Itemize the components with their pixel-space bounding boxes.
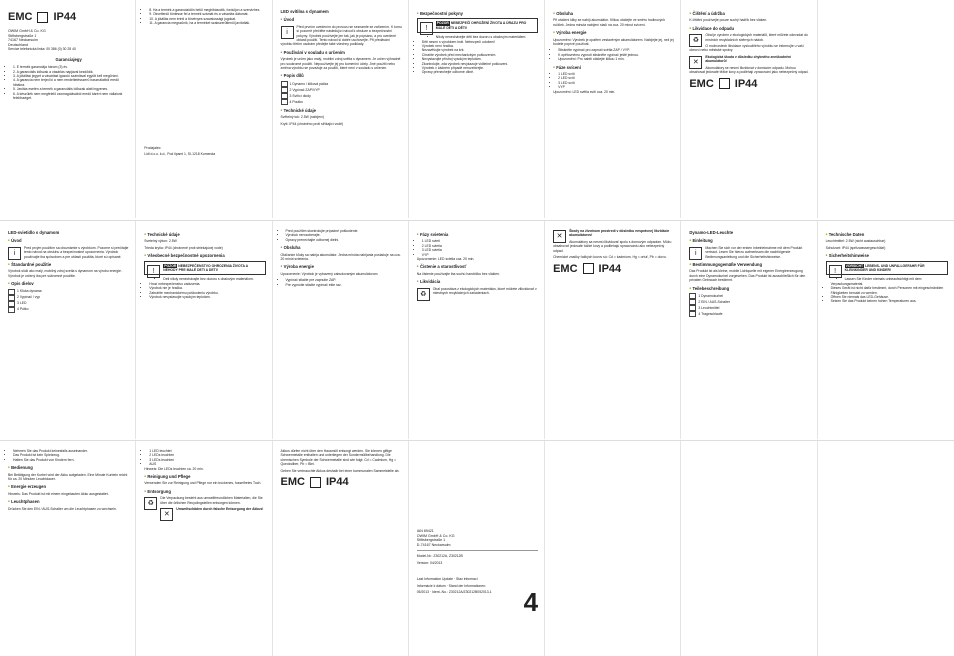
heading-energy: • Výroba energie bbox=[553, 30, 587, 37]
row-2 bbox=[0, 220, 954, 439]
bin-crossed-icon: ✕ bbox=[689, 56, 702, 69]
book-icon: i bbox=[8, 247, 21, 260]
heading-purpose: • Používání v souladu s určením bbox=[280, 49, 345, 56]
warning-box: ! POZOR NEBEZPEČÍ OHROŽENÍ ŽIVOTA A ÚRAZU PRO MALÉ DĚTI A DĚTI! bbox=[417, 18, 538, 33]
panel-cz-operation: • Obsluha Při otáčení kliky se nabíjí akumulátor. Klikou otáčejte ve směru hodinových ručiček. Jedna minuta nabíjení stačí na cca. 20 minut svícení. • Výroba energie Upozornění: Výrobek je opatřen vestavěným akumulátorem. Nabíjejte jej, než jej budete poprvé používat. • Stiskněte vypínač pro zapnutí světla ZAP / VYP. • K opětovnému vypnutí stiskněte vypínač ještě jednou. • Upozornění: Pro nabití otáčejte klikou 1 min. • Fáze svícení • 1 LED svítí • 2 LED svítí • 3 LED svítí • VYP Upozornění: LED světla svítí cca. 20 min. bbox=[545, 0, 681, 218]
emc-ip-mark-2: EMC IP44 bbox=[689, 77, 758, 90]
heading-care: • Čištění a údržba bbox=[689, 11, 725, 17]
ce-mark-icon bbox=[583, 263, 594, 274]
ce-mark-icon bbox=[310, 477, 321, 488]
recycle-icon: ♻ bbox=[689, 34, 702, 47]
panel-cz-care: • Čištění a údržba K čištění používejte pouze suchý hadřík bez vláken. • Likvidace do odpadu ♻ Obal je vyroben z ekologických materiálů, které můžete odevzdat do místních recyklačních sběrných nádob. O možnostech likvidace vysloužilého výrobku se informujte u vaší obecní nebo městské správy. ✕ Ekologická škoda v důsledku chybného zneškodnění akumulátorů! Akumulátory se nesmí likvidovat v domácím odpadu. Mohou obsahovat jedovaté těžké kovy a podléhají zpracování jako nebezpečný odpad. EMC IP44 bbox=[681, 0, 817, 218]
panel-blank-3 bbox=[681, 441, 817, 656]
ce-mark-icon bbox=[37, 12, 48, 23]
warranty-list-2: • 8. Ha a termék a garanciaidőn belül meghibásodik, forduljon a szervizhez. • 9. Okvetlenül tüntesse fel a termék számát és a vásárlás dátumát. • 10. A jótállás nem érinti a törvényes szavatossági jogokat. • 11. A garancia megszűnik, ha a terméket szakszerűtlenül javították. bbox=[144, 8, 265, 26]
panel-de-battery: Akkus dürfen nicht über den Hausmüll entsorgt werden. Sie können giftige Schwermetalle enthalten und unterliegen der Sondermüllbehandlung. Die chemischen Symbole der Schwermetalle sind wie folgt: Cd = Cadmium, Hg = Quecksilber, Pb = Blei. Geben Sie verbrauchte Akkus deshalb bei einer kommunalen Sammelstelle ab. EMC IP44 bbox=[273, 441, 409, 656]
panel-de-intro: Dynamo-LED-Leuchte • Einleitung i Machen Sie sich vor der ersten Inbetriebnahme mit dem Produkt vertraut. Lesen Sie hierzu aufmerksam die nachfolgende Bedienungsanleitung und die Sicherheitshinweise. • Bestimmungsgemäße Verwendung Das Produkt ist als kleine, mobile Lichtquelle mit eigener Energieerzeugung durch eine Dynamokurbel vorgesehen. Das Produkt ist ausschließlich für den privaten Gebrauch bestimmt. • Teilebeschreibung 1 Dynamokurbel 2 EIN / AUS-Schalter 3 Leuchtmittel 4 Trageschlaufe bbox=[681, 221, 817, 439]
book-icon: i bbox=[689, 247, 702, 260]
panel-de-safety: • Technische Daten Leuchtmittel: 2.5W (nicht austauschbar) Schutzart: IP44 (spritzwassergeschützt) • Sicherheitshinweise ! VORSICHT LEBENS- UND UNFALLGEFAHR FÜR KLEINKINDER UND KINDER! • Lassen Sie Kinder niemals unbeaufsichtigt mit dem Verpackungsmaterial. • Dieses Gerät ist nicht dafür bestimmt, durch Personen mit eingeschränkten Fähigkeiten benutzt zu werden. • Öffnen Sie niemals das LED-Gehäuse. • Setzen Sie das Produkt keinen hohen Temperaturen aus. bbox=[818, 221, 954, 439]
row-3 bbox=[0, 440, 954, 656]
bin-crossed-icon: ✕ bbox=[553, 230, 566, 243]
address: OWIM GmbH & Co. KG Stiftsbergstraße 1 74167 Neckarsulm Deutschland bbox=[8, 29, 46, 47]
panel-cz-intro: LED svítilna s dynamem • Úvod i Před prvním uvedením do provozu se seznamte se zařízením. K tomu si pozorně přečtěte následující návod k obsluze a bezpečnostní pokyny. Výrobek používejte jen tak, jak je popsáno, a pro uvedené oblasti použití. Tento návod si dobře uschovejte. Při předávání výrobku třetím osobám předejte také všechny podklady. • Používání v souladu s určením Výrobek je určen jako malý, mobilní zdroj světla s dynamem. Je určen výhradně pro soukromé použití. Nepoužívejte jej pro komerční účely. Jiné použití nebo změna výrobku se považuje za použití, které není v souladu s určením. • Popis dílů 1 Dynamo / kliková páčka 2 Vypínač ZAP/VYP 3 Svítící diody 4 Poutko • Technické údaje Světelný tok: 2.5W (nabíjení) Krytí: IP44 (chráněno proti stříkající vodě) bbox=[273, 0, 409, 218]
panel-blank-4 bbox=[818, 441, 954, 656]
panel-sk-op: • Pred použitím skontrolujte prípadné poškodenie. • Výrobok nerozoberajte. • Opravy prenechajte odbornej dielni. • Obsluha Otáčaním kľuky sa nabíja akumulátor. Jedna minúta nabíjania postačuje na cca. 20 minút svietenia. • Výroba energie Upozornenie: Výrobok je vybavený zabudovaným akumulátorom. • Vypínač stlačte pre zapnutie ZAP. • Pre vypnutie stlačte vypínač ešte raz. bbox=[273, 221, 409, 439]
emc-ip-mark: EMC IP44 bbox=[8, 11, 77, 24]
imprint-address: IAN 89421 OWIM GmbH & Co. KG Stiftsbergstraße 1 D-74167 Neckarsulm bbox=[416, 529, 455, 547]
emc-ip-mark-4: EMC IP44 bbox=[280, 476, 349, 489]
heading-intro: • Úvod bbox=[280, 17, 295, 24]
warning-triangle-icon: ! bbox=[829, 265, 842, 278]
heading-operation: • Obsluha bbox=[553, 11, 573, 17]
panel-sk-safety: • Technické údaje Svetelný výkon: 2.5W Trieda krytia: IP44 (chránené proti striekajúcej vode) • Všeobecné bezpečnostné upozornenia ! POZOR NEBEZPEČENSTVO OHROZENIA ŽIVOTA A NEHODY PRE MALÉ DETI A DETI! • Deti nikdy nenechávajte bez dozoru s obalovým materiálom. • Hrozí nebezpečenstvo zadusenia. • Výrobok nie je hračka. • Zabráňte mechanickému poškodeniu výrobku. • Výrobok nevystavujte vysokým teplotám. bbox=[136, 221, 272, 439]
panel-warranty-addr bbox=[0, 0, 136, 218]
recycle-icon: ♻ bbox=[144, 497, 157, 510]
part-4-icon bbox=[8, 307, 15, 313]
heading-phases: • Fáze svícení bbox=[553, 64, 581, 71]
panel-imprint: IAN 89421 OWIM GmbH & Co. KG Stiftsbergstraße 1 D-74167 Neckarsulm Model-Nr.: Z30212A, Z30212B Version: 04/2013 Last Information Update · Stav informací Informácie k dátum · Stand der Informationen: 05/2013 · Ident.-No.: Z30212A/Z30212B052013-1 4 bbox=[409, 441, 545, 656]
warranty-title: Garanciajegy bbox=[55, 56, 82, 62]
book-icon: i bbox=[281, 26, 294, 39]
warranty-list: • 1. E termék garanciája három (3) év. • 2. A garanciális időszak a vásárlás napjával kezdődik. • 3. A jótállási jegyet a vásárlást igazoló számlával együtt kell megőrizni. • 4. A garancia nem terjed ki a nem rendeltetésszerű használatból eredő hibákra. • 5. Javítás esetén a termék a garanciális időszak alatt ingyenes. • 6. A készülék nem megfelelő csomagolásából eredő kárért nem vállalunk felelősséget. bbox=[8, 65, 129, 100]
safety-list: • Nikdy nenechávejte děti bez dozoru s obalovým materiálem. • Děti nesmí s výrobkem hrát. Nebezpečí udušení! • Výrobek není hračka. • Nezavěšujte výrobek na krk. • Chraňte výrobek před mechanickým poškozením. • Nevystavujte přístroj vysokým teplotám. • Zkontrolujte, zda výrobek nevykazuje viditelné poškození. • Výrobek v žádném případě nerozebírejte. • Opravy přenechejte odborné dílně. bbox=[417, 35, 538, 75]
warning-triangle-icon: ! bbox=[420, 22, 433, 35]
row-1 bbox=[0, 0, 954, 218]
heading-disposal: • Likvidace do odpadu bbox=[689, 25, 735, 32]
page-number: 4 bbox=[523, 587, 539, 618]
panel-blank-1 bbox=[818, 0, 954, 218]
part-4-icon bbox=[689, 311, 696, 317]
panel-de-care: • 1 LED leuchtet • 2 LEDs leuchten • 3 LEDs leuchten • AUS Hinweis: Die LEDs leuchten ca. 20 min. • Reinigung und Pflege Verwenden Sie zur Reinigung und Pflege nur ein trockenes, fusselfreies Tuch. • Entsorgung ♻ Die Verpackung besteht aus umweltfreundlichen Materialien, die Sie über die örtlichen Recyclingstellen entsorgen können. ✕ Umweltschäden durch falsche Entsorgung der Akkus! bbox=[136, 441, 272, 656]
ce-mark-icon bbox=[719, 78, 730, 89]
panel-de-op: • Nehmen Sie das Produkt keinesfalls auseinander. • Das Produkt ist kein Spielzeug. • Halten Sie das Produkt von Kindern fern. • Bedienung Bei Betätigung der Kurbel wird der Akku aufgeladen. Eine Minute Kurbeln reicht für ca. 20 Minuten Leuchtdauer. • Energie erzeugen Hinweis: Das Produkt ist mit einem eingebauten Akku ausgestattet. • Leuchtphasen Drücken Sie den EIN / AUS-Schalter um die Leuchtphasen zu wechseln. bbox=[0, 441, 136, 656]
recycle-icon: ♻ bbox=[417, 288, 430, 301]
parts-list: 1 Dynamo / kliková páčka 2 Vypínač ZAP/VYP 3 Svítící diody 4 Poutko bbox=[281, 81, 402, 105]
part-4-icon bbox=[281, 99, 288, 105]
emc-ip-mark-3: EMC IP44 bbox=[553, 262, 622, 275]
hotline: Service telefonická linka: 00 386 (0) 30 28 40 bbox=[8, 47, 76, 52]
bin-crossed-icon: ✕ bbox=[160, 508, 173, 521]
heading-safety: • Bezpečnostní pokyny bbox=[416, 11, 463, 17]
panel-cz-safety bbox=[409, 0, 545, 218]
panel-sk-care: • Fázy svietenia • 1 LED svieti • 2 LED svietia • 3 LED svietia • VYP Upozornenie: LED svietia cca. 20 min. • Čistenie a starostlivosť Na čistenie používajte iba suchú handričku bez vlákien. • Likvidácia ♻ Obal pozostáva z ekologických materiálov, ktoré môžete zlikvidovať v miestnych recyklačných zariadeniach. bbox=[409, 221, 545, 439]
panel-sk-intro: LED-svietidlo s dynamom • Úvod i Pred prvým použitím sa oboznámte s výrobkom. Pozorne si prečítajte tento návod na obsluhu a bezpečnostné upozornenia. Výrobok používajte iba spôsobom a pre oblasti použitia, ktoré sú opísané. • Štandardné použitie Výrobok slúži ako malý, mobilný zdroj svetla s dynamom na výrobu energie. Výrobok je určený iba pre súkromné použitie. • Opis dielov 1 Kľuka dynama 2 Vypínač / vyp 3 LED 4 Pútko bbox=[0, 221, 136, 439]
heading-parts: • Popis dílů bbox=[280, 73, 304, 80]
section-title: LED svítilna s dynamem bbox=[280, 9, 329, 14]
panel-sk-battery: ✕ Škody na životnom prostredí v dôsledku nesprávnej likvidácie akumulátorov! Akumulátory sa nesmú likvidovať spolu s domovým odpadom. Môžu obsahovať jedovaté ťažké kovy a podliehajú spracovaniu ako nebezpečný odpad. Chemické značky ťažkých kovov sú: Cd = kadmium, Hg = ortuť, Pb = olovo. EMC IP44 bbox=[545, 221, 681, 439]
heading-tech: • Technické údaje bbox=[280, 107, 316, 114]
warning-triangle-icon: ! bbox=[147, 265, 160, 278]
panel-blank-2 bbox=[545, 441, 681, 656]
panel-warranty-cont: • 8. Ha a termék a garanciaidőn belül meghibásodik, forduljon a szervizhez. • 9. Okvetlenül tüntesse fel a termék számát és a vásárlás dátumát. • 10. A jótállás nem érinti a törvényes szavatossági jogokat. • 11. A garancia megszűnik, ha a terméket szakszerűtlenül javították. Prodajalec: Lidl d.o.o. k.d., Pod lipami 1, SI-1218 Komenda bbox=[136, 0, 272, 218]
